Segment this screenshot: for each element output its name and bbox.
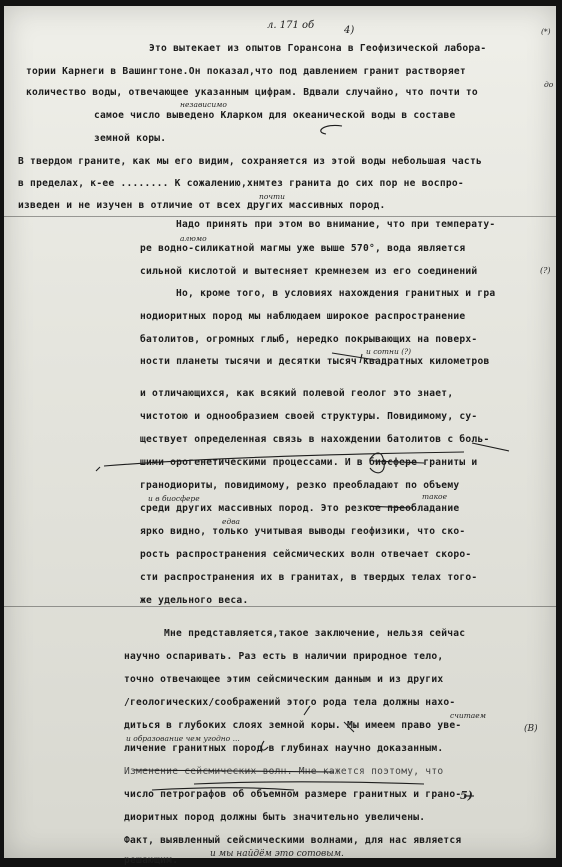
text-line: сильной кислотой и вытесняет кремнезем из его соединений — [140, 266, 478, 277]
text-line: решающим. — [124, 855, 179, 866]
handwritten-insert: и образование чем угодно ... — [126, 734, 240, 743]
text-line: сти распространения их в гранитах, в твердых телах того- — [140, 572, 478, 583]
text-line: количество воды, отвечающее указанным цифрам. Вдвали случайно, что почти то — [26, 87, 478, 98]
text-line: диться в глубоких слоях земной коры. Мы имеем право уве- — [124, 720, 462, 731]
text-line: рость распространения сейсмических волн отвечает скоро- — [140, 549, 472, 560]
text-line: личение гранитных пород в глубинах научно доказанным. — [124, 743, 444, 754]
text-line: ре водно-силикатной магмы уже выше 570°, вода является — [140, 243, 466, 254]
handwritten-note: и мы найдём это сотовым. — [210, 849, 344, 859]
text-line: В твердом граните, как мы его видим, сохраняется из этой воды небольшая часть — [18, 156, 482, 167]
text-line: чистотою и однообразием своей структуры. Повидимому, су- — [140, 411, 478, 422]
text-line: ществует определенная связь в нахождении батолитов с боль- — [140, 434, 490, 445]
text-line: и отличающихся, как всякий полевой геолог это знает, — [140, 388, 454, 399]
text-line: ности планеты тысячи и десятки тысяч квадратных километров — [140, 356, 490, 367]
text-line: Факт, выявленный сейсмическими волнами, для нас является — [124, 835, 462, 846]
text-line: Надо принять при этом во внимание, что при температу- — [176, 219, 496, 230]
text-line: среди других массивных пород. Это резкое преобладание — [140, 503, 460, 514]
text-line: Изменение сейсмических волн. Мне кажется поэтому, что — [124, 766, 444, 777]
handwritten-insert: почти — [259, 192, 285, 201]
page-number: 4) — [344, 25, 355, 36]
text-line: ярко видно, только учитывая выводы геофизики, что ско- — [140, 526, 466, 537]
text-line: шими орогенетическими процессами. И в биосфере граниты и — [140, 457, 478, 468]
archive-mark: л. 171 об — [267, 20, 315, 31]
text-line: /геологических/соображений этого рода тела должны нахо- — [124, 697, 456, 708]
document-page — [4, 6, 556, 866]
text-line: изведен и не изучен в отличие от всех других массивных пород. — [18, 200, 386, 211]
handwritten-insert: независимо — [180, 100, 227, 109]
text-line: число петрографов об объемном размере гранитных и грано- — [124, 789, 462, 800]
handwritten-page-number: 5) — [460, 789, 473, 802]
handwritten-insert: и в биосфере — [148, 494, 200, 503]
text-line: научно оспаривать. Раз есть в наличии природное тело, — [124, 651, 444, 662]
handwritten-marginal: до — [544, 80, 554, 89]
text-line: же удельного веса. — [140, 595, 249, 606]
handwritten-marginal: (В) — [524, 724, 538, 734]
handwritten-insert: и сотни (?) — [366, 347, 412, 356]
text-line: Мне представляется,такое заключение, нельзя сейчас — [164, 628, 466, 639]
text-line: батолитов, огромных глыб, нередко покрывающих на поверх- — [140, 334, 478, 345]
handwritten-marginal: (?) — [540, 266, 551, 275]
text-line: тории Карнеги в Вашингтоне.Он показал,что под давлением гранит растворяет — [26, 66, 466, 77]
text-line: Это вытекает из опытов Горансона в Геофизической лабора- — [149, 43, 487, 54]
handwritten-insert: едва — [222, 517, 241, 526]
text-line: в пределах, к-ее ........ К сожалению,хнмтез гранита до сих пор не воспро- — [18, 178, 464, 189]
text-line: самое число выведено Кларком для океанической воды в составе — [94, 110, 456, 121]
text-line: Но, кроме того, в условиях нахождения гранитных и гра — [176, 288, 496, 299]
pen-strokes — [4, 6, 556, 858]
handwritten-insert: такое — [422, 492, 448, 501]
handwritten-insert: алюмо — [180, 234, 207, 243]
text-line: земной коры. — [94, 133, 167, 144]
text-line: диоритных пород должны быть значительно увеличены. — [124, 812, 426, 823]
text-line: гранодиориты, повидимому, резко преобладают по объему — [140, 480, 460, 491]
handwritten-marginal: (*) — [541, 27, 551, 36]
text-line: точно отвечающее этим сейсмическим данным и из других — [124, 674, 444, 685]
text-line: нодиоритных пород мы наблюдаем широкое распространение — [140, 311, 466, 322]
handwritten-insert: считаем — [450, 711, 486, 720]
